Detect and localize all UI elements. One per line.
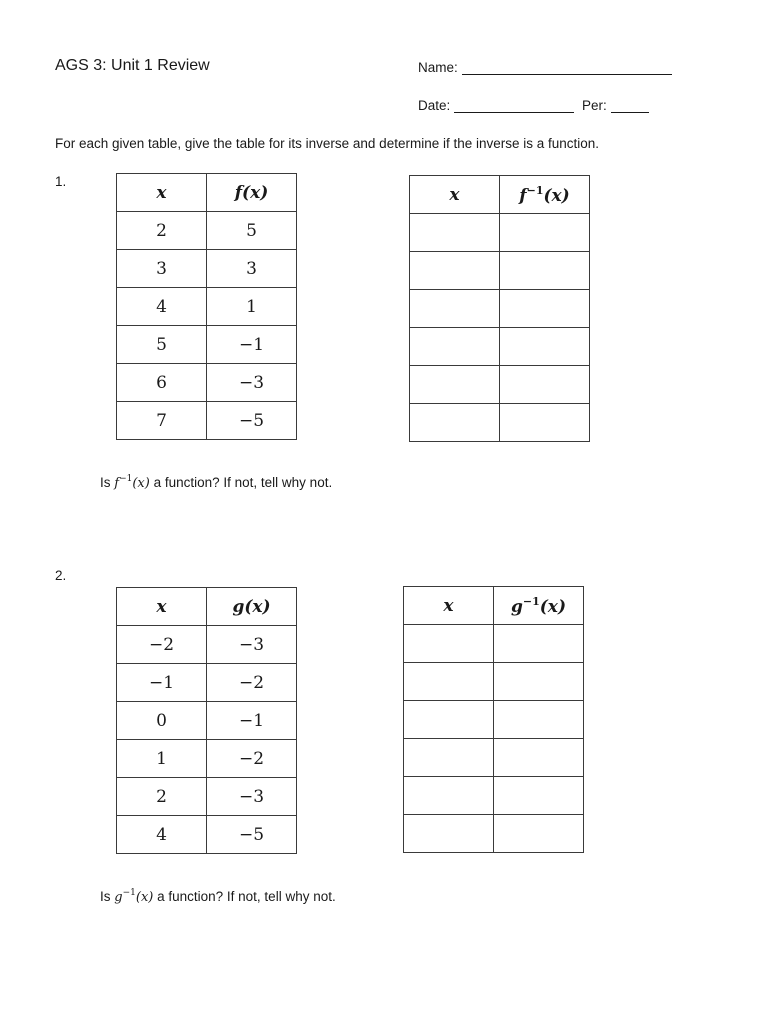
question-prefix: Is [100,889,115,904]
column-header-gx [207,588,297,626]
function-name: f [114,476,120,491]
blank-answer-cell[interactable] [500,290,590,328]
per-label: Per: [582,98,607,113]
table-row [410,214,590,252]
table-row [410,366,590,404]
table-row [404,777,584,815]
question-prefix: Is [100,475,115,490]
column-header-x: x [410,176,500,214]
cell-fx: −3 [207,364,297,402]
date-label: Date: [418,98,451,113]
cell-x: −2 [117,626,207,664]
blank-answer-cell[interactable] [404,815,494,853]
question-function [114,476,150,491]
inverse-superscript: −1 [119,474,133,484]
column-header-x: x [404,587,494,625]
column-header-x: x [117,174,207,212]
question-suffix: a function? If not, tell why not. [153,889,336,904]
cell-fx: 3 [207,250,297,288]
cell-x: 4 [117,288,207,326]
problem-number: 1. [55,174,67,189]
table-row [117,288,297,326]
cell-fx: −1 [207,326,297,364]
blank-answer-cell[interactable] [494,777,584,815]
function-arg: (x) [135,890,154,905]
cell-x: 5 [117,326,207,364]
table-row [410,404,590,442]
function-arg: (x) [539,596,566,617]
function-arg: (x) [244,596,271,617]
inverse-superscript: −1 [122,888,136,898]
table-row [410,328,590,366]
blank-answer-cell[interactable] [410,328,500,366]
column-header-ginv [494,587,584,625]
table-row [404,701,584,739]
function-name: g [232,596,245,617]
table-row [404,663,584,701]
given-table-f [116,173,297,440]
function-name: f [519,185,527,206]
cell-fx: −5 [207,402,297,440]
blank-answer-cell[interactable] [410,252,500,290]
name-blank-line[interactable] [462,60,672,75]
cell-gx: −3 [207,626,297,664]
table-row [410,252,590,290]
blank-answer-cell[interactable] [500,366,590,404]
table-row [404,625,584,663]
cell-x: −1 [117,664,207,702]
name-label: Name: [418,60,458,75]
inverse-table-g [403,586,584,853]
table-row [404,739,584,777]
inverse-superscript: −1 [522,594,540,608]
blank-answer-cell[interactable] [410,366,500,404]
per-blank-line[interactable] [611,98,649,113]
blank-answer-cell[interactable] [410,214,500,252]
cell-gx: −2 [207,664,297,702]
instructions-text: For each given table, give the table for its inverse and determine if the inverse is a function. [55,136,600,151]
date-blank-line[interactable] [454,98,574,113]
column-header-finv [500,176,590,214]
problem-number: 2. [55,568,67,583]
function-question [100,474,332,491]
blank-answer-cell[interactable] [494,663,584,701]
blank-answer-cell[interactable] [494,815,584,853]
blank-answer-cell[interactable] [410,290,500,328]
cell-gx: −2 [207,740,297,778]
cell-gx: −1 [207,702,297,740]
cell-x: 2 [117,778,207,816]
cell-gx: −3 [207,778,297,816]
blank-answer-cell[interactable] [500,214,590,252]
cell-fx: 1 [207,288,297,326]
blank-answer-cell[interactable] [404,663,494,701]
given-table-g [116,587,297,854]
function-name: g [114,890,123,905]
cell-x: 3 [117,250,207,288]
cell-x: 4 [117,816,207,854]
function-name: g [511,596,523,617]
blank-answer-cell[interactable] [500,252,590,290]
table-row [404,815,584,853]
function-arg: (x) [132,476,150,491]
date-per-row [418,98,649,113]
blank-answer-cell[interactable] [500,404,590,442]
function-arg: (x) [242,182,269,203]
question-function [114,890,153,905]
function-name: f [234,182,243,203]
table-row [117,626,297,664]
blank-answer-cell[interactable] [410,404,500,442]
blank-answer-cell[interactable] [494,625,584,663]
function-question [100,888,336,905]
table-row [117,364,297,402]
blank-answer-cell[interactable] [494,739,584,777]
name-field-row [418,60,672,75]
inverse-superscript: −1 [526,183,544,197]
table-row [117,326,297,364]
cell-x: 0 [117,702,207,740]
table-row [117,740,297,778]
function-arg: (x) [543,185,570,206]
blank-answer-cell[interactable] [500,328,590,366]
cell-x: 7 [117,402,207,440]
table-row [117,816,297,854]
question-suffix: a function? If not, tell why not. [149,475,333,490]
cell-x: 6 [117,364,207,402]
worksheet-title: AGS 3: Unit 1 Review [55,57,210,74]
cell-x: 1 [117,740,207,778]
inverse-table-f [409,175,590,442]
blank-answer-cell[interactable] [494,701,584,739]
table-row [117,702,297,740]
table-row [117,778,297,816]
cell-fx: 5 [207,212,297,250]
blank-answer-cell[interactable] [404,701,494,739]
table-row [117,664,297,702]
blank-answer-cell[interactable] [404,625,494,663]
cell-x: 2 [117,212,207,250]
table-row [117,402,297,440]
blank-answer-cell[interactable] [404,739,494,777]
table-row [117,212,297,250]
blank-answer-cell[interactable] [404,777,494,815]
cell-gx: −5 [207,816,297,854]
column-header-x: x [117,588,207,626]
table-row [117,250,297,288]
table-row [410,290,590,328]
column-header-fx [207,174,297,212]
